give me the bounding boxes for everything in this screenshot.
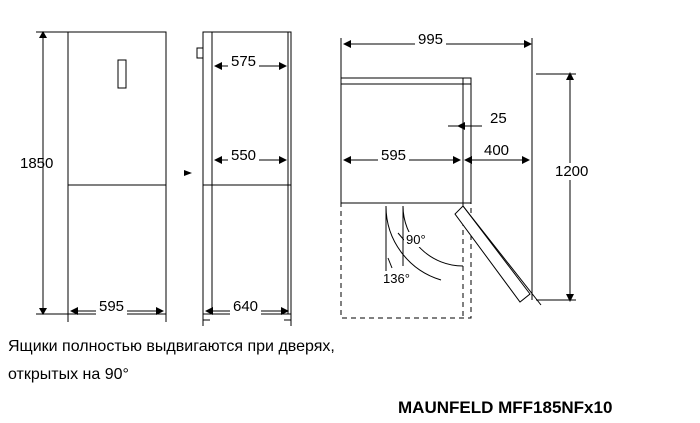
dim-label-front-595: 595 <box>96 298 127 315</box>
dim-label-1850: 1850 <box>20 155 54 172</box>
dim-label-640: 640 <box>230 298 261 315</box>
top-view-footprint <box>341 203 471 318</box>
front-view-outline <box>68 32 166 314</box>
dim-label-400: 400 <box>481 142 512 159</box>
model-name: MAUNFELD MFF185NFx10 <box>398 398 613 417</box>
note-line-1: Ящики полностью выдвигаются при дверях, <box>8 338 335 355</box>
dim-label-995: 995 <box>415 31 446 48</box>
dim-label-575: 575 <box>228 53 259 70</box>
dim-label-25: 25 <box>487 110 510 127</box>
dim-label-top-595: 595 <box>378 147 409 164</box>
side-view-outline <box>197 32 291 320</box>
dim-1200 <box>536 72 576 302</box>
open-door-leaf <box>455 206 530 302</box>
dim-label-550: 550 <box>228 147 259 164</box>
dim-label-1200: 1200 <box>552 163 591 180</box>
angle-callout-leaders <box>388 233 404 268</box>
angle-label-90: 90° <box>406 232 426 247</box>
top-view-body <box>341 78 471 203</box>
angle-label-136: 136° <box>383 271 410 286</box>
note-line-2: открытых на 90° <box>8 366 129 383</box>
